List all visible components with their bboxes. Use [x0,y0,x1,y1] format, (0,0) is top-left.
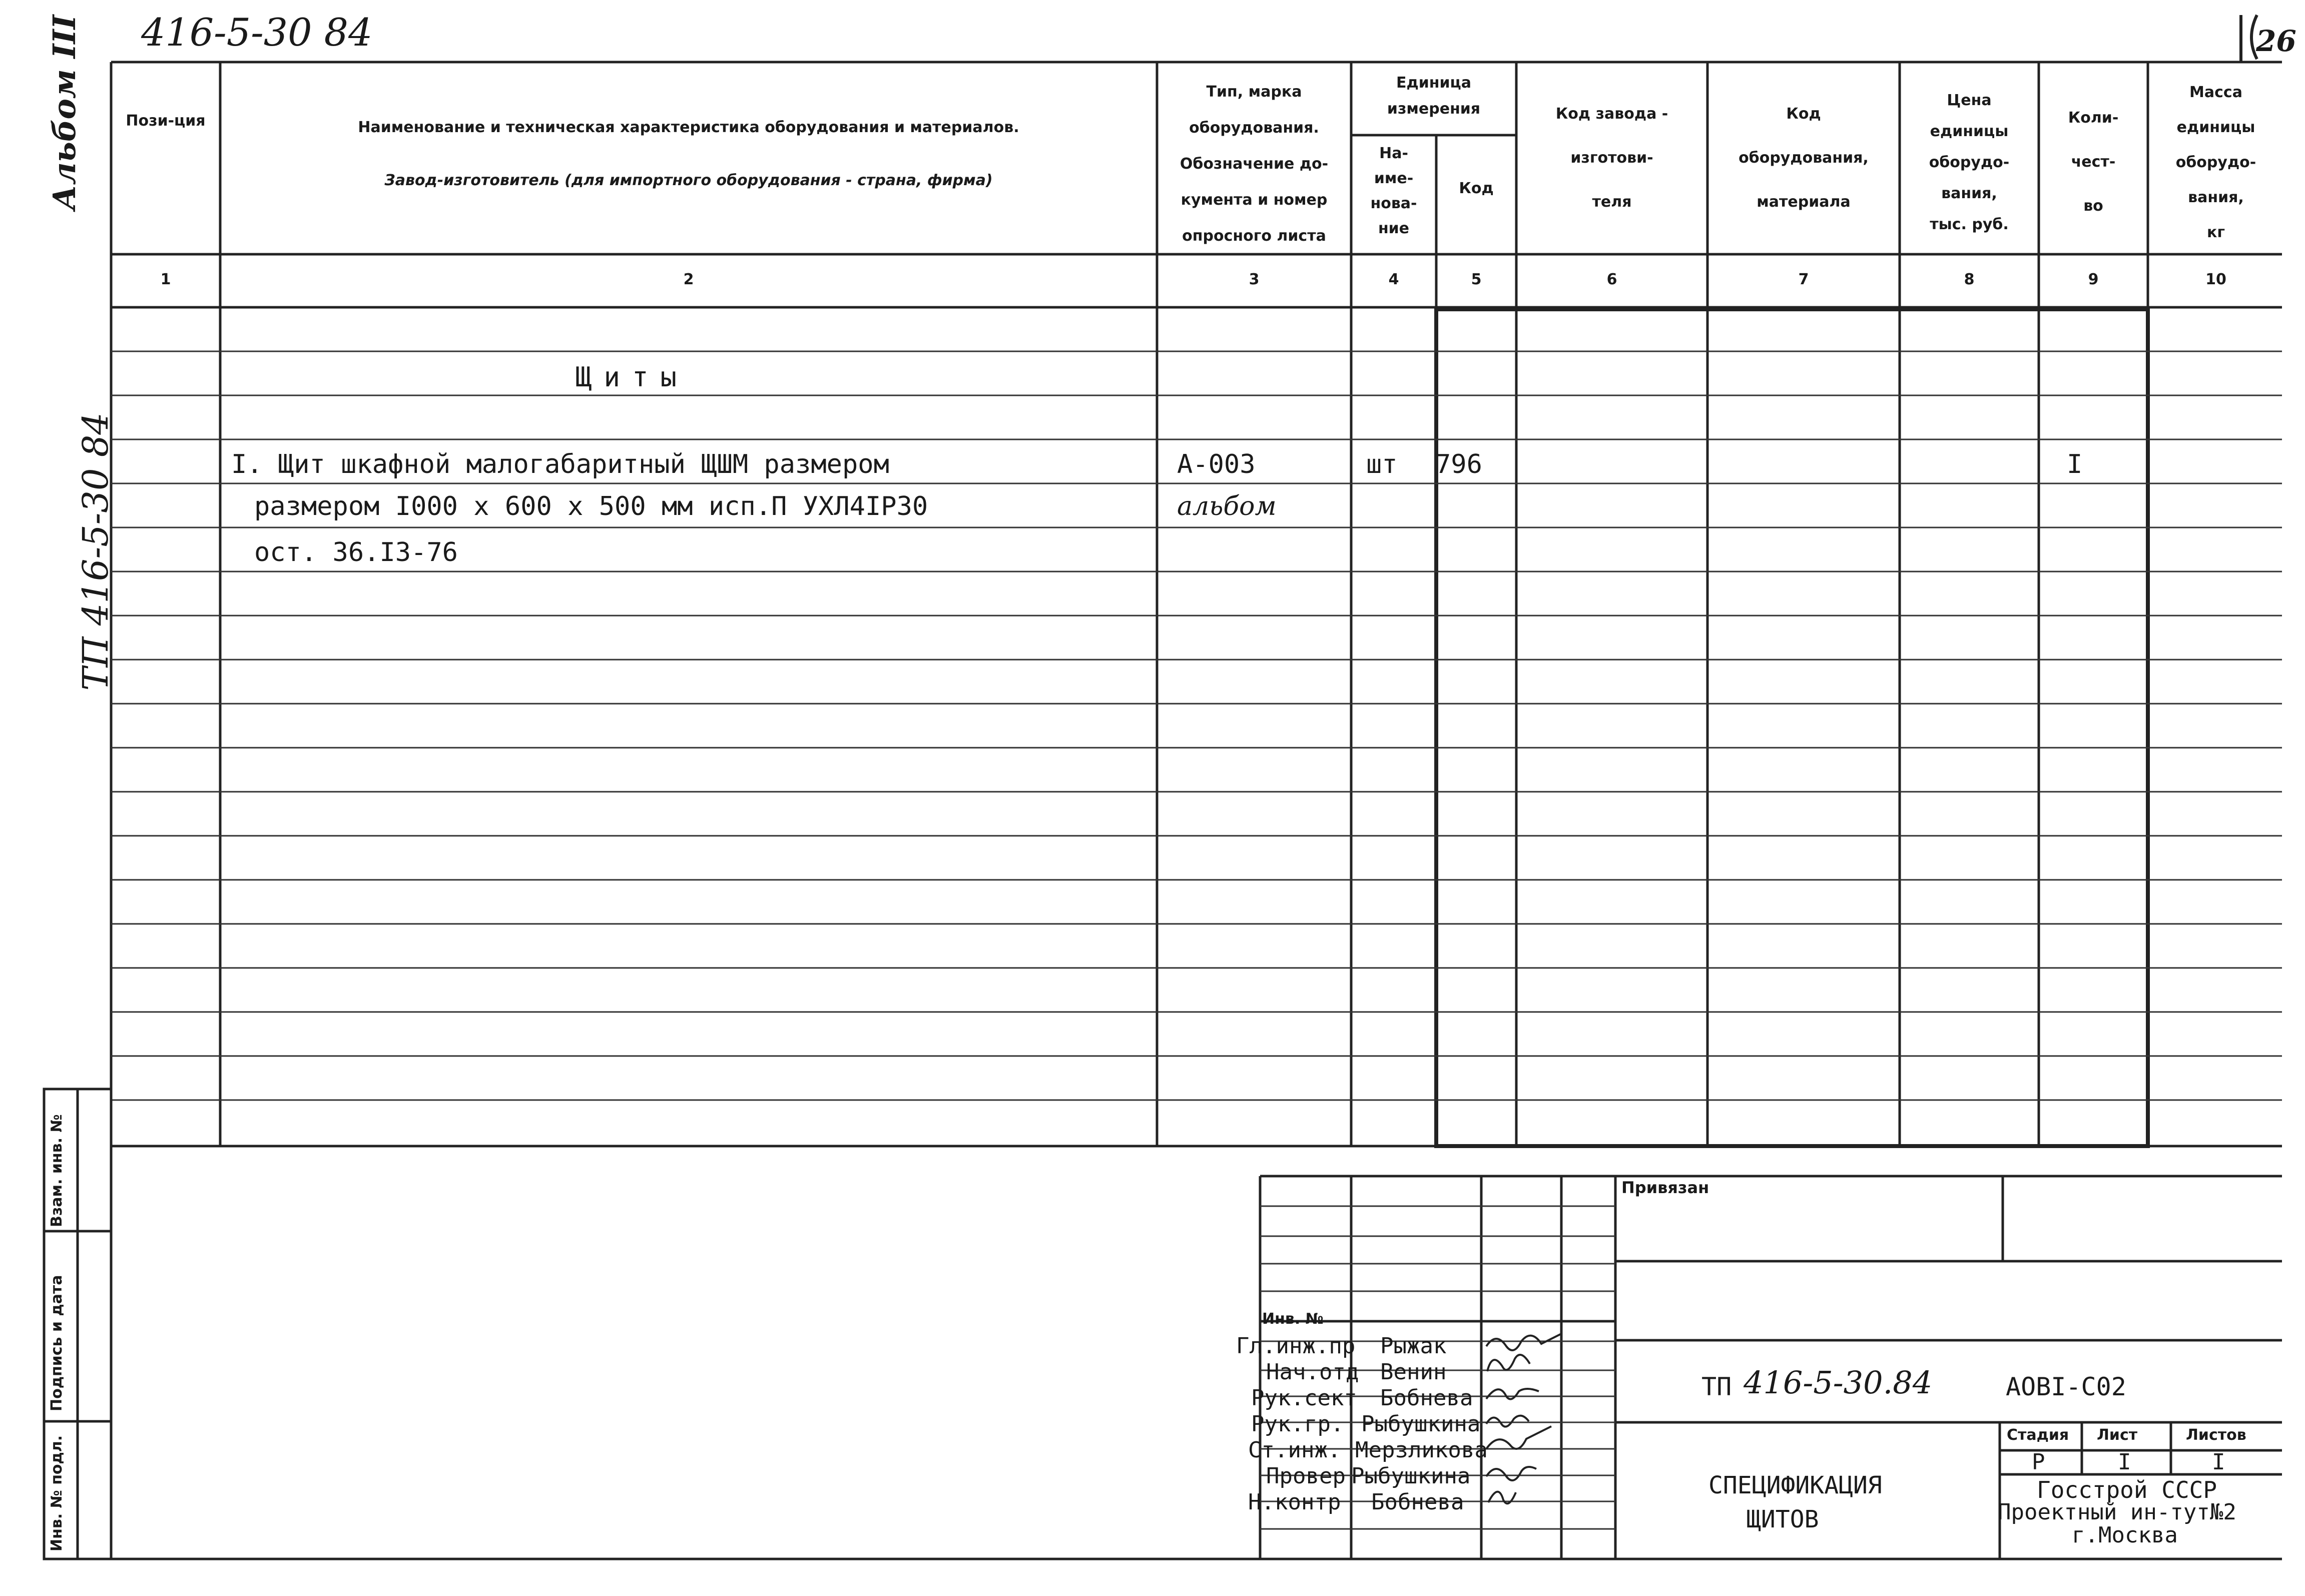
row1-name: I. Щит шкафной малогабаритный ЩШМ размером [231,449,889,479]
row2-name: размером I000 х 600 х 500 мм исп.П УХЛ4IР30 [254,491,928,521]
col-number-1: 1 [160,271,171,288]
header-unit-group: Единица измерения [1387,74,1481,118]
margin-tp-number: ТП 416-5-30 84 [75,412,116,691]
tb-person: Бобнева [1380,1385,1473,1411]
tb-role: Н.контр [1248,1489,1341,1515]
col-number-7: 7 [1798,271,1809,288]
tb-doc-title-line1: СПЕЦИФИКАЦИЯ [1708,1471,1882,1499]
tb-org-line3: г.Москва [2072,1522,2178,1548]
tb-person: Мерзликова [1355,1437,1488,1463]
row1-unit: шт [1366,449,1398,479]
row2-type: альбом [1177,491,1277,521]
col-number-3: 3 [1249,271,1260,288]
header-name-line2: Завод-изготовитель (для импортного оборудования - страна, фирма) [384,172,993,189]
col-number-6: 6 [1606,271,1617,288]
row1-type: А-003 [1177,449,1256,479]
tb-person: Бобнева [1371,1489,1464,1515]
tb-sheet-code: АОВI-С02 [2006,1372,2126,1401]
section-title: Щиты [575,361,689,393]
header-equipment-code: Код оборудования, материала [1739,105,1869,211]
doc-number-handwritten: 416-5-30 84 [141,10,373,55]
header-mass: Масса единицы оборудо- вания, кг [2175,84,2256,241]
header-factory-code: Код завода - изготови- теля [1555,105,1668,211]
col-number-10: 10 [2205,271,2226,288]
tb-code-handwritten: 416-5-30.84 [1744,1364,1933,1401]
header-quantity: Коли- чест- во [2068,109,2119,215]
tb-person: Рыбушкина [1351,1463,1471,1489]
margin-album-label: Альбом III [46,15,83,210]
header-price: Цена единицы оборудо- вания, тыс. руб. [1929,92,2010,233]
tb-privyazan: Привязан [1621,1178,1709,1197]
tb-role: Рук.гр. [1251,1411,1344,1437]
tb-role: Нач.отд [1266,1359,1359,1385]
col-number-9: 9 [2088,271,2099,288]
stamp-label-signature: Подпись и дата [48,1275,66,1411]
header-type: Тип, марка оборудования. Обозначение до- кумента и номер опросного листа [1180,83,1329,245]
tb-person: Венин [1380,1359,1447,1385]
col-number-4: 4 [1388,271,1399,288]
sheet-number: 26 [2256,24,2296,58]
col-number-8: 8 [1964,271,1975,288]
tb-role: Рук.сект [1251,1385,1357,1411]
header-unit-code: Код [1459,180,1494,197]
tb-stage-label: Стадия [2007,1426,2069,1444]
tb-org-line1: Госстрой СССР [2037,1476,2217,1503]
tb-person: Рыбушкина [1361,1411,1481,1437]
tb-person: Рыжак [1380,1333,1447,1359]
col-number-2: 2 [683,271,694,288]
tb-doc-title-line2: ЩИТОВ [1747,1505,1819,1533]
tb-org-line2: Проектный ин-тут№2 [1998,1499,2236,1525]
stamp-label-replacement: Взам. инв. № [48,1114,66,1227]
tb-list: I [2118,1449,2131,1475]
header-name-line1: Наименование и техническая характеристика оборудования и материалов. [358,119,1019,136]
row1-code: 796 [1435,449,1482,479]
signature-marks [1481,1326,1581,1536]
tb-role: Ст.инж. [1248,1437,1341,1463]
row1-quantity: I [2067,449,2083,479]
tb-lists: I [2212,1449,2225,1475]
row3-name: ост. 36.I3-76 [254,538,458,568]
tb-stage: Р [2032,1449,2045,1475]
tb-code-prefix: ТП [1701,1372,1732,1401]
header-unit-name: На- име- нова- ние [1370,145,1417,237]
tb-inv-no: Инв. № [1262,1310,1324,1328]
col-number-5: 5 [1471,271,1482,288]
tb-list-label: Лист [2097,1426,2138,1444]
tb-role: Гл.инж.пр [1236,1333,1356,1359]
stamp-label-inventory: Инв. № подл. [48,1435,66,1551]
tb-lists-label: Листов [2186,1426,2246,1444]
header-position: Пози-ция [126,112,206,130]
tb-role: Провер [1266,1463,1346,1489]
